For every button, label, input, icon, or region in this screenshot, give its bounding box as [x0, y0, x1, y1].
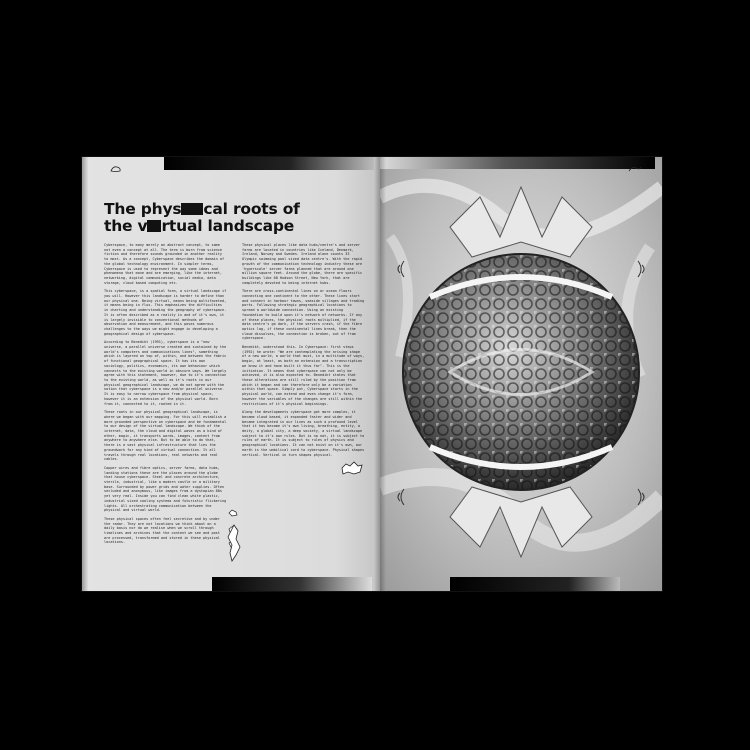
- book-gutter: [374, 157, 386, 591]
- paragraph: Along the developments cyberspace got more complex, it became cloud based, it expanded faster and wider and became integrated in our lives as such a profound level that it has become it's own living, breathing, entity, a deity, a global city, a deep society, a virtual landscape subject to it's own rules. But is no not, it is subject to rules of earth. It is subject to rules of physics and geographical locations. It can not exist on it's own, our earth is the umbilical cord to cyberspace. Physical shapes vertical. Vertical in turn shapes physical.: [242, 410, 365, 457]
- island-shape-icon: [340, 460, 364, 478]
- island-shape-icon: [228, 509, 238, 517]
- paragraph: This cyberspace, is a spatial form, a virtual landscape if you will. However this landscape is harder to define than our physical one. Being virtual, means being multifaceted, it means being in flux. This emphasizes the difficulties in charting and understanding the geography of cyberspace. It is often described as a reality in and of it's own, it is largely invisible to conventional methods of observation and measurement, and this poses numerous challenges to the ways we might engage in developing a geographical design of cyberspace.: [104, 289, 227, 336]
- text-column-left: [104, 243, 228, 549]
- paragraph: These physical spaces often feel secretive and by under the radar. They are not locations we think about on a daily basis nor do we realise when we scroll through timelines and archives that the content we see and post are processed, transformed and stored in these physical locations.: [104, 516, 220, 545]
- paragraph: There are cross-continental lines on or ocean floors connecting one continent to the other. These lines start and connect in harbour towns, seaside villages and trading ports. Following strategic geographical locations to spread a worldwide connection. Using an existing foundation to build upon it's network of networks. If any of these places, the physical roots multiplied, if the data centre's go dark, if the servers crash, if the fibre optics lag, if these continental lines break, then the cloud dissolves, the connection is broken, out of from cyberspace.: [242, 289, 365, 341]
- scribble-mark-icon: [110, 165, 122, 173]
- paragraph: These roots in our physical geographical landscape, is where we began with our mapping. For this will establish a more grounded perspective on cyberspace and be fundamental to our design of the virtual landscape. We think of the internet, data, the cloud and digital waves as a kind of ether, magic, it transports words, images, content from anywhere to anywhere else. But to be able to do that, there is a vast physical infrastructure that lies the groundwork for any kind of virtual connection. It all travels through real locations, real networks and real cables.: [104, 410, 227, 462]
- paragraph: These physical places like data hubs/centre's and server farms are located in countries like Iceland, Denmark, Ireland, Norway and Sweden. Ireland alone counts 33 Olympic swimming pool sized data centre's. With the rapid growth of the communication technology industry these are 'hyperscale' server farms planned that are around one million square feet. Around the globe, there are specific buildings like 60 Hudson Street, New York, that are completely devoted to being internet hubs.: [242, 243, 363, 285]
- redaction-block: [147, 220, 161, 232]
- paragraph: Benedikt, understood this. In Cyberspace: first steps (1992) he wrote: "We are contemplating the arising shape of a new world, a world that must, in a multitude of ways, begin, at least, as both an extension and a transcription we know it and have built it thus far". This is the initiation. It means that cyberspace can not only be achieved, it is also expected to. Benedikt states that these alterations are still ruled by the position from which it began and can therefore only be a variation within that space. Simply put, Cyberspace starts in the physical world, can extend and even change it's form, however the variables of the changes are still within the restrictions of it's physical beginnings.: [242, 345, 365, 406]
- top-gradient-bar: [380, 157, 655, 169]
- text-column-right: [242, 243, 366, 461]
- paragraph: Cyberspace, to many merely an abstract concept, to some not even a concept at all. The term is born from science fiction and therefore sounds grounded in another reality to most. As a concept, Cyberspace describes the domain of the global technology environment. In simpler terms, Cyberspace is used to represent the way some ideas and phenomena that move and are emerging, like the internet, networking, digital communication, social media, data storage, cloud based computing etc.: [104, 243, 225, 285]
- top-gradient-bar: [164, 157, 374, 170]
- bottom-gradient-bar: [212, 577, 372, 591]
- page-edge-shadow: [82, 157, 88, 591]
- paragraph: According to Benedikt (1991), cyberspace is a "new universe, a parallel universe created and sustained by the world's computers and communications lines", something which is layered on top of, within, and between the fabric of functional geographical space. It has its own sociology, politics, economics, its own behaviour which connects to the existing world in obscure ways. We largely agree with this statement, however, due to it's connection to the existing world, as well as it's roots in our physical geographical landscape, we do not agree with the notion that cyberspace is a new and/or parallel universe. It is easy to narrow cyberspace from physical space, however it is an extension of the physical world. Born from it, connected to it, rooted in it.: [104, 340, 227, 406]
- magazine-spread: [82, 157, 662, 591]
- bottom-gradient-bar: [450, 577, 620, 591]
- right-page: [380, 157, 662, 591]
- scribble-mark-icon: [628, 165, 642, 173]
- left-page: [82, 157, 380, 591]
- redaction-block: [181, 203, 203, 215]
- paragraph: Copper wires and fibre optics, server farms, data hubs, landing stations these are the places around the globe that house cyberspace. Steel and concrete architecture, sterile, industrial, like a modern castle or a military base. Surrounded by power grids and water supplies. Often secluded and anonymous, like images from a dystopian 80s yet very real. Inside you can find clean white plastic, industrial sized cooling systems and futuristic flickering lights. All orchestrating communication between the physical and virtual world.: [104, 465, 227, 513]
- island-shape-icon: [224, 523, 244, 563]
- article-title: The phys cal roots of the v rtual landscape: [104, 200, 300, 235]
- cyberspace-globe-artwork: [380, 157, 662, 591]
